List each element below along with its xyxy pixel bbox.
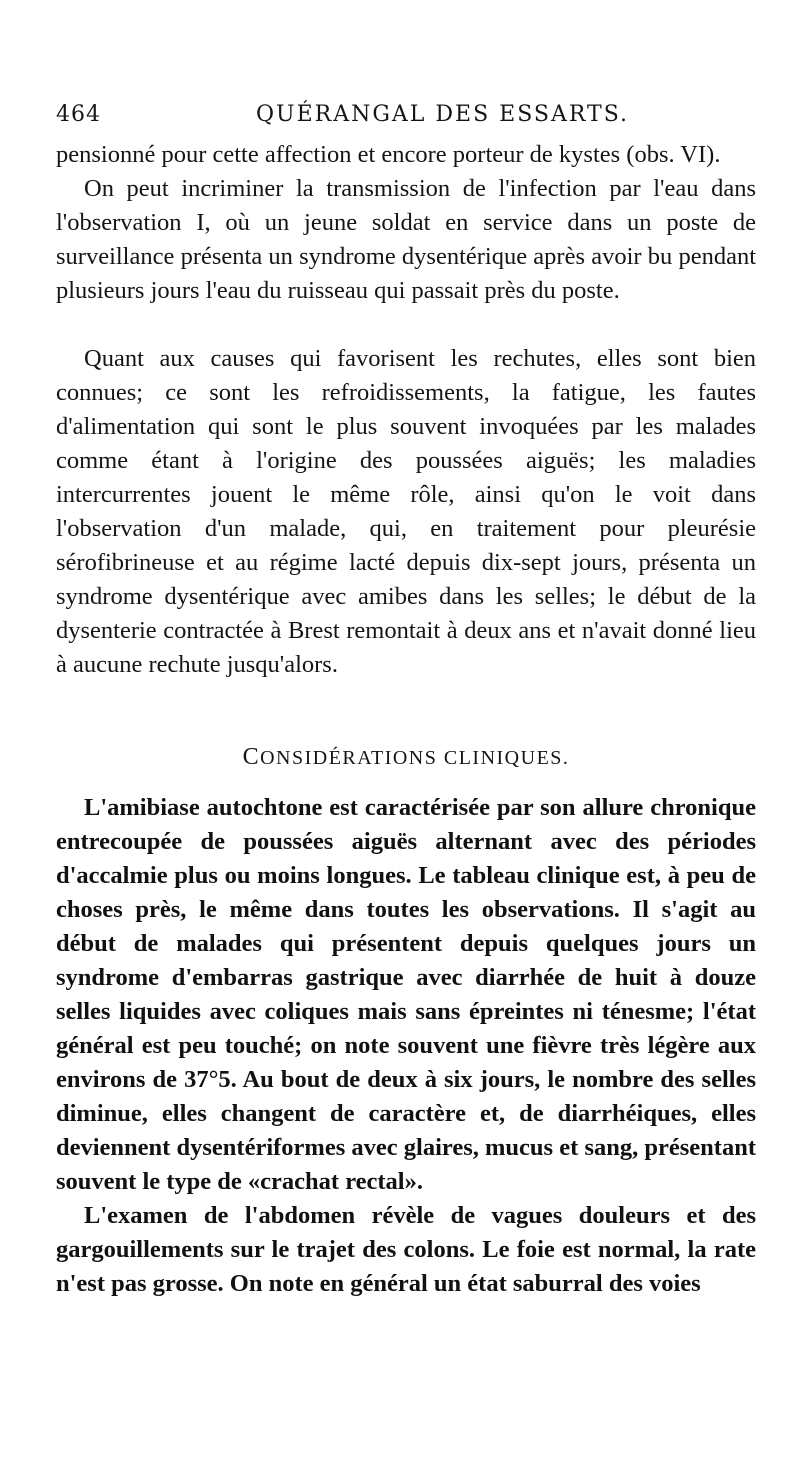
section-title-rest: ONSIDÉRATIONS CLINIQUES.: [260, 747, 570, 769]
page-number: 464: [56, 102, 101, 127]
body-text: [56, 138, 756, 1301]
section-title: [56, 740, 756, 775]
paragraph-continuation: pensionné pour cette affection et encore porteur de kystes (obs. VI).: [56, 141, 721, 168]
paragraph-clinical-description: L'amibiase autochtone est caractérisée par son allure chronique entrecoupée de poussées aiguës alternant avec des périodes d'accalmie plus ou moins longues. Le tableau clinique est, à peu de choses près, le même dans toutes les observations. Il s'agit au début de malades qui présentent depuis quelques jours un syndrome d'embarras gastrique avec diarrhée de huit à douze selles liquides avec coliques mais sans épreintes ni ténesme; l'état général est peu touché; on note souvent une fièvre très légère aux environs de 37°5. Au bout de deux à six jours, le nombre des selles diminue, elles changent de caractère et, de diarrhéiques, elles deviennent dysentériformes avec glaires, mucus et sang, présentant souvent le type de «crachat rectal».: [56, 794, 756, 1195]
running-title: QUÉRANGAL DES ESSARTS.: [256, 102, 630, 127]
paragraph-water-transmission: On peut incriminer la transmission de l'infection par l'eau dans l'observation I, où un jeune soldat en service dans un poste de surveillance présenta un syndrome dysentérique après avoir bu pendant plusieurs jours l'eau du ruisseau qui passait près du poste.: [56, 175, 756, 304]
section-title-initial: C: [242, 744, 261, 770]
paragraph-relapse-causes: Quant aux causes qui favorisent les rechutes, elles sont bien connues; ce sont les refroidissements, la fatigue, les fautes d'alimentation qui sont le plus souvent invoquées par les malades comme étant à l'origine des poussées aiguës; les maladies intercurrentes jouent le même rôle, ainsi qu'on le voit dans l'observation d'un malade, qui, en traitement pour pleurésie sérofibrineuse et au régime lacté depuis dix-sept jours, présenta un syndrome dysentérique avec amibes dans les selles; le début de la dysenterie contractée à Brest remontait à deux ans et n'avait donné lieu à aucune rechute jusqu'alors.: [56, 345, 756, 678]
paragraph-abdominal-exam: L'examen de l'abdomen révèle de vagues douleurs et des gargouillements sur le trajet des colons. Le foie est normal, la rate n'est pas grosse. On note en général un état saburral des voies: [56, 1202, 756, 1297]
clinical-section: [56, 791, 756, 1301]
page-header: [56, 102, 756, 138]
